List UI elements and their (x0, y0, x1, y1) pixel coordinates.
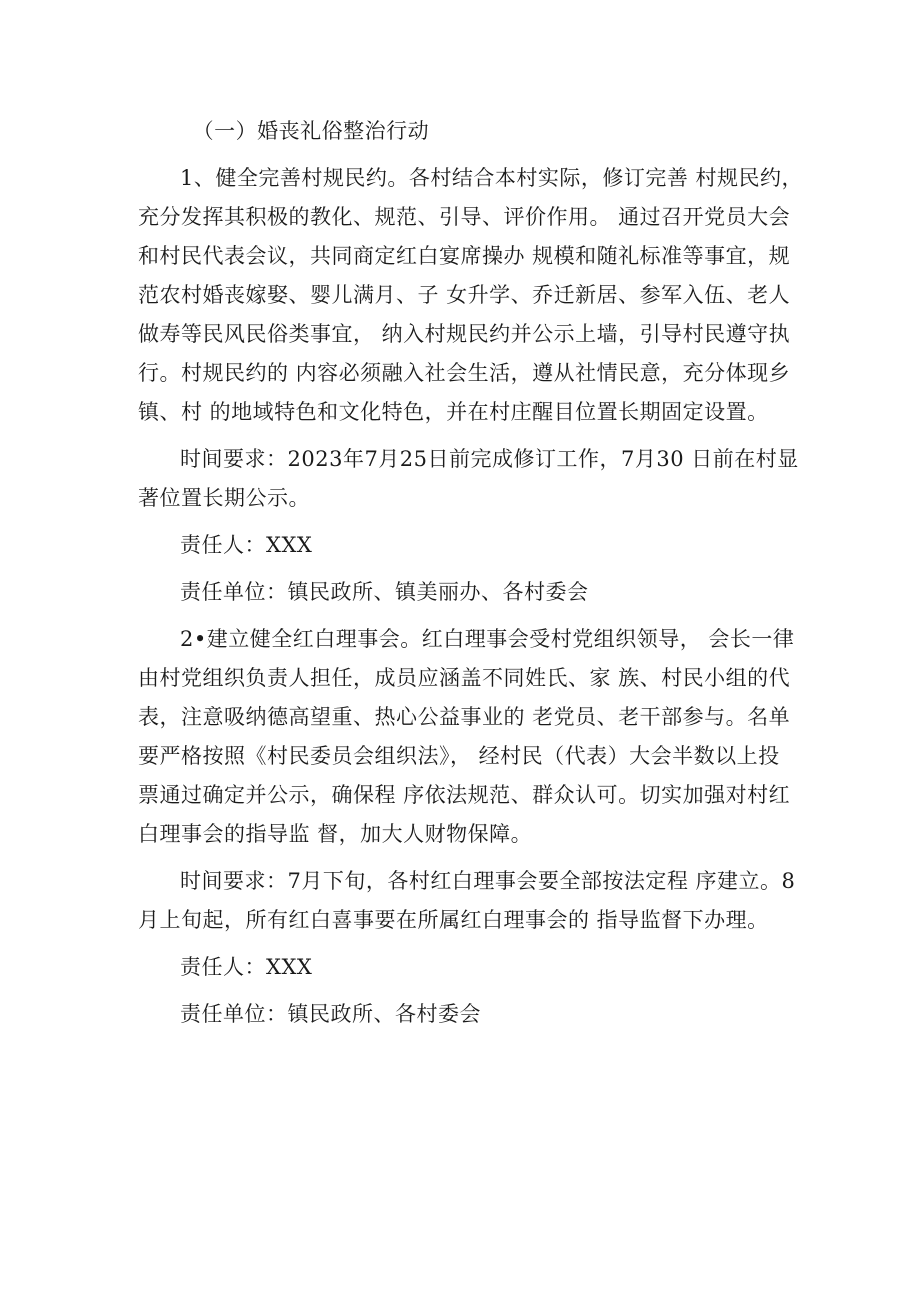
paragraph-responsible-person: 责任人：XXX (180, 533, 313, 557)
section-heading: （一）婚丧礼俗整治行动 (192, 119, 430, 143)
text-line: 由村党组织负责人担任，成员应涵盖不同姓氏、家 族、村民小组的代 (138, 666, 791, 690)
text-line: 要严格按照《村民委员会组织法》， 经村民（代表）大会半数以上投 (138, 744, 780, 768)
text-line: 2•建立健全红白理事会。红白理事会受村党组织领导， 会长一律 (180, 627, 795, 651)
text-line: 和村民代表会议，共同商定红白宴席操办 规模和随礼标准等事宜，规 (138, 244, 791, 268)
text-line: 行。村规民约的 内容必须融入社会生活，遵从社情民意，充分体现乡 (138, 361, 791, 385)
paragraph-responsible-unit: 责任单位：镇民政所、各村委会 (180, 1002, 481, 1026)
document-body (138, 112, 804, 1042)
text-line: 1、健全完善村规民约。各村结合本村实际，修订完善 村规民约， (180, 166, 804, 190)
paragraph-council (138, 620, 795, 854)
text-line: 月上旬起，所有红白喜事要在所属红白理事会的 指导监督下办理。 (138, 908, 769, 932)
text-line: 范农村婚丧嫁娶、婴儿满月、子 女升学、乔迁新居、参军入伍、老人 (138, 283, 791, 307)
text-line: 著位置长期公示。 (138, 486, 310, 510)
text-line: 时间要求：7月下旬，各村红白理事会要全部按法定程 序建立。8 (180, 869, 796, 893)
text-line: 票通过确定并公示，确保程 序依法规范、群众认可。切实加强对村红 (138, 783, 791, 807)
paragraph-time-requirement (138, 440, 799, 518)
paragraph-responsible-unit: 责任单位：镇民政所、镇美丽办、各村委会 (180, 580, 589, 604)
text-line: 白理事会的指导监 督，加大人财物保障。 (138, 822, 533, 846)
text-line: 做寿等民风民俗类事宜， 纳入村规民约并公示上墙，引导村民遵守执 (138, 322, 791, 346)
text-line: 表，注意吸纳德高望重、热心公益事业的 老党员、老干部参与。名单 (138, 705, 791, 729)
paragraph-responsible-person: 责任人：XXX (180, 955, 313, 979)
paragraph-time-requirement (138, 862, 796, 940)
text-line: 充分发挥其积极的教化、规范、引导、评价作用。 通过召开党员大会 (138, 205, 791, 229)
text-line: 镇、村 的地域特色和文化特色，并在村庄醒目位置长期固定设置。 (138, 400, 769, 424)
text-line: 时间要求：2023年7月25日前完成修订工作，7月30 日前在村显 (180, 447, 799, 471)
paragraph-village-rules (138, 159, 804, 432)
